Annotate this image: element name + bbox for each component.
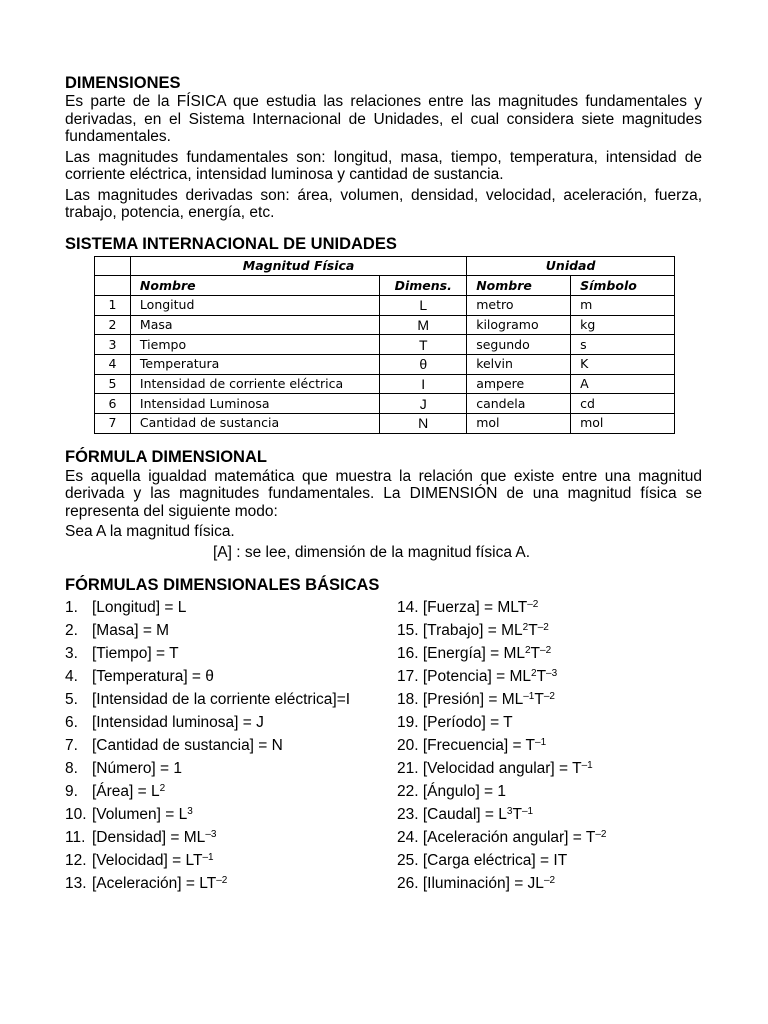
- cell-magnitud-nombre: Masa: [130, 315, 379, 335]
- cell-magnitud-nombre: Intensidad Luminosa: [130, 394, 379, 414]
- formula-text: [Período] = T: [422, 714, 513, 732]
- cell-number: 2: [95, 315, 131, 335]
- table-column-header-row: [95, 276, 675, 296]
- formula-text: T: [528, 622, 538, 640]
- formula-exponent: 2: [531, 668, 537, 680]
- formula-item: [397, 757, 606, 780]
- formula-item: [65, 642, 397, 665]
- formula-item: [397, 711, 606, 734]
- formula-item: [65, 665, 397, 688]
- formula-item: [65, 711, 397, 734]
- formula-exponent: –1: [521, 806, 534, 818]
- formula-text: [Intensidad de la corriente eléctrica]=I: [92, 691, 351, 709]
- formula-item: [397, 849, 606, 872]
- si-units-table: [94, 256, 675, 434]
- formula-exponent: –2: [537, 622, 549, 634]
- cell-unidad-nombre: kilogramo: [467, 315, 571, 335]
- formula-text: [Cantidad de sustancia] = N: [92, 737, 283, 755]
- document-page: [65, 74, 702, 895]
- column-header-unidad-nombre: Nombre: [467, 276, 571, 296]
- formula-exponent: –2: [540, 645, 552, 657]
- formula-item: [65, 826, 397, 849]
- formula-number: 15.: [397, 622, 419, 640]
- formula-text: [Volumen] = L: [92, 806, 188, 824]
- formula-text: [Temperatura] = θ: [92, 668, 214, 686]
- formula-exponent: –2: [216, 875, 228, 887]
- formula-number: 9.: [65, 783, 78, 801]
- formula-text: [Trabajo] = ML: [422, 622, 523, 640]
- column-header-dimens: Dimens.: [380, 276, 467, 296]
- cell-magnitud-nombre: Longitud: [130, 295, 379, 315]
- formula-text: T: [512, 806, 522, 824]
- column-header-simbolo: Símbolo: [571, 276, 675, 296]
- formula-text: [Longitud] = L: [92, 599, 187, 617]
- cell-unidad-nombre: segundo: [467, 335, 571, 355]
- formula-item: [65, 872, 397, 895]
- cell-dimension: θ: [380, 354, 467, 374]
- formula-number: 3.: [65, 645, 78, 663]
- paragraph-sea-a: Sea A la magnitud física.: [65, 523, 235, 541]
- formula-text: [Caudal] = L: [422, 806, 507, 824]
- cell-magnitud-nombre: Tiempo: [130, 335, 379, 355]
- formula-number: 6.: [65, 714, 78, 732]
- table-row: [95, 414, 675, 434]
- section-dimensiones: [65, 74, 702, 222]
- formula-text: [Masa] = M: [92, 622, 170, 640]
- section-formulas-basicas: [65, 576, 702, 895]
- paragraph-notation: [A] : se lee, dimensión de la magnitud física A.: [213, 543, 531, 561]
- cell-simbolo: m: [571, 295, 675, 315]
- formula-number: 7.: [65, 737, 78, 755]
- section-formula-dimensional: [65, 448, 702, 562]
- formula-number: 22.: [397, 783, 419, 801]
- formulas-right-column: [397, 596, 606, 895]
- cell-magnitud-nombre: Cantidad de sustancia: [130, 414, 379, 434]
- formula-item: [65, 803, 397, 826]
- cell-number: 1: [95, 295, 131, 315]
- cell-dimension: L: [380, 295, 467, 315]
- formula-number: 21.: [397, 760, 419, 778]
- formula-number: 17.: [397, 668, 419, 686]
- cell-dimension: N: [380, 414, 467, 434]
- formula-text: [Presión] = ML: [422, 691, 524, 709]
- formula-text: [Fuerza] = MLT: [422, 599, 528, 617]
- formula-text: [Carga eléctrica] = IT: [422, 852, 568, 870]
- cell-dimension: M: [380, 315, 467, 335]
- formula-item: [397, 734, 606, 757]
- cell-number: 6: [95, 394, 131, 414]
- paragraph-formula-definition: Es aquella igualdad matemática que muestra la relación que existe entre una magnitud derivada y las magnitudes fundamentales. La DIMENSIÓN de una magnitud física se representa del siguiente modo:: [65, 467, 702, 520]
- formula-item: [65, 734, 397, 757]
- formula-item: [397, 596, 606, 619]
- cell-unidad-nombre: mol: [467, 414, 571, 434]
- formula-item: [397, 688, 606, 711]
- cell-simbolo: cd: [571, 394, 675, 414]
- formula-item: [397, 872, 606, 895]
- formula-exponent: –1: [523, 691, 535, 703]
- formula-exponent: 3: [187, 806, 193, 818]
- formula-number: 1.: [65, 599, 78, 617]
- cell-simbolo: A: [571, 374, 675, 394]
- formula-text: T: [530, 645, 541, 663]
- formula-text: [Potencia] = ML: [422, 668, 532, 686]
- formula-text: [Área] = L: [92, 783, 160, 801]
- formula-number: 13.: [65, 875, 87, 893]
- formula-exponent: –1: [581, 760, 593, 772]
- formula-item: [65, 619, 397, 642]
- formula-item: [65, 849, 397, 872]
- section-title-dimensiones: DIMENSIONES: [65, 74, 181, 92]
- cell-unidad-nombre: candela: [467, 394, 571, 414]
- formula-exponent: –1: [535, 737, 547, 749]
- table-header-blank: [95, 276, 131, 296]
- formula-number: 18.: [397, 691, 419, 709]
- formula-item: [397, 780, 606, 803]
- formula-item: [397, 665, 606, 688]
- table-row: [95, 374, 675, 394]
- cell-number: 3: [95, 335, 131, 355]
- table-row: [95, 315, 675, 335]
- formula-text: T: [534, 691, 544, 709]
- formula-text: [Ángulo] = 1: [422, 783, 507, 801]
- formula-number: 19.: [397, 714, 419, 732]
- formula-text: [Intensidad luminosa] = J: [92, 714, 264, 732]
- cell-dimension: J: [380, 394, 467, 414]
- cell-unidad-nombre: metro: [467, 295, 571, 315]
- section-si: [65, 235, 702, 434]
- cell-unidad-nombre: kelvin: [467, 354, 571, 374]
- formula-exponent: 2: [522, 622, 529, 634]
- table-row: [95, 335, 675, 355]
- formula-exponent: 2: [159, 783, 166, 795]
- cell-magnitud-nombre: Intensidad de corriente eléctrica: [130, 374, 379, 394]
- formula-text: [Aceleración angular] = T: [422, 829, 596, 847]
- formula-item: [65, 596, 397, 619]
- formula-text: T: [536, 668, 547, 686]
- formula-exponent: –3: [205, 829, 217, 841]
- cell-simbolo: K: [571, 354, 675, 374]
- formula-exponent: –2: [543, 691, 555, 703]
- cell-simbolo: kg: [571, 315, 675, 335]
- section-title-formula: FÓRMULA DIMENSIONAL: [65, 447, 267, 466]
- formula-number: 20.: [397, 737, 419, 755]
- cell-dimension: T: [380, 335, 467, 355]
- formula-text: [Densidad] = ML: [92, 829, 206, 847]
- formula-number: 12.: [65, 852, 87, 870]
- paragraph-derivadas: Las magnitudes derivadas son: área, volumen, densidad, velocidad, aceleración, fuerza, trabajo, potencia, energía, etc.: [65, 186, 702, 221]
- section-title-si: SISTEMA INTERNACIONAL DE UNIDADES: [65, 234, 397, 253]
- formula-exponent: –2: [527, 599, 539, 611]
- formula-number: 10.: [65, 806, 87, 824]
- cell-number: 5: [95, 374, 131, 394]
- formula-item: [397, 642, 606, 665]
- formula-item: [65, 757, 397, 780]
- formula-exponent: –1: [202, 852, 214, 864]
- formulas-list: [65, 596, 702, 895]
- formula-text: [Energía] = ML: [422, 645, 525, 663]
- formula-number: 16.: [397, 645, 419, 663]
- formula-text: [Iluminación] = JL: [422, 875, 544, 893]
- table-group-header-row: [95, 256, 675, 276]
- formula-exponent: –2: [595, 829, 607, 841]
- formula-number: 26.: [397, 875, 419, 893]
- paragraph-definition: Es parte de la FÍSICA que estudia las relaciones entre las magnitudes fundamentales y derivadas, en el Sistema Internacional de Unidades, el cual considera siete magnitudes fundamentales.: [65, 93, 702, 145]
- cell-unidad-nombre: ampere: [467, 374, 571, 394]
- formula-exponent: –3: [546, 668, 558, 680]
- cell-simbolo: s: [571, 335, 675, 355]
- cell-magnitud-nombre: Temperatura: [130, 354, 379, 374]
- formula-number: 23.: [397, 806, 419, 824]
- formula-exponent: 2: [524, 645, 531, 657]
- formula-number: 4.: [65, 668, 78, 686]
- table-group-magnitud: Magnitud Física: [130, 256, 466, 276]
- formula-number: 24.: [397, 829, 419, 847]
- formula-text: [Velocidad angular] = T: [422, 760, 582, 778]
- formula-text: [Velocidad] = LT: [92, 852, 203, 870]
- formula-text: [Frecuencia] = T: [422, 737, 536, 755]
- table-row: [95, 394, 675, 414]
- formula-item: [65, 688, 397, 711]
- formula-exponent: –2: [543, 875, 556, 887]
- formula-number: 14.: [397, 599, 419, 617]
- formula-text: [Número] = 1: [92, 760, 183, 778]
- formula-number: 11.: [65, 829, 86, 847]
- table-group-unidad: Unidad: [467, 256, 675, 276]
- formula-exponent: 3: [506, 806, 513, 818]
- formulas-left-column: [65, 596, 397, 895]
- table-row: [95, 295, 675, 315]
- section-title-basicas: FÓRMULAS DIMENSIONALES BÁSICAS: [65, 576, 380, 595]
- cell-simbolo: mol: [571, 414, 675, 434]
- formula-number: 2.: [65, 622, 78, 640]
- column-header-nombre: Nombre: [130, 276, 379, 296]
- cell-number: 4: [95, 354, 131, 374]
- formula-number: 8.: [65, 760, 78, 778]
- cell-number: 7: [95, 414, 131, 434]
- table-header-blank: [95, 256, 131, 276]
- cell-dimension: I: [380, 374, 467, 394]
- formula-item: [397, 826, 606, 849]
- formula-item: [397, 803, 606, 826]
- paragraph-fundamentales: Las magnitudes fundamentales son: longitud, masa, tiempo, temperatura, intensidad de corriente eléctrica, intensidad luminosa y cantidad de sustancia.: [65, 148, 702, 183]
- formula-number: 25.: [397, 852, 419, 870]
- formula-item: [65, 780, 397, 803]
- formula-number: 5.: [65, 691, 78, 709]
- formula-text: [Aceleración] = LT: [92, 875, 217, 893]
- formula-item: [397, 619, 606, 642]
- table-row: [95, 354, 675, 374]
- formula-text: [Tiempo] = T: [92, 645, 179, 663]
